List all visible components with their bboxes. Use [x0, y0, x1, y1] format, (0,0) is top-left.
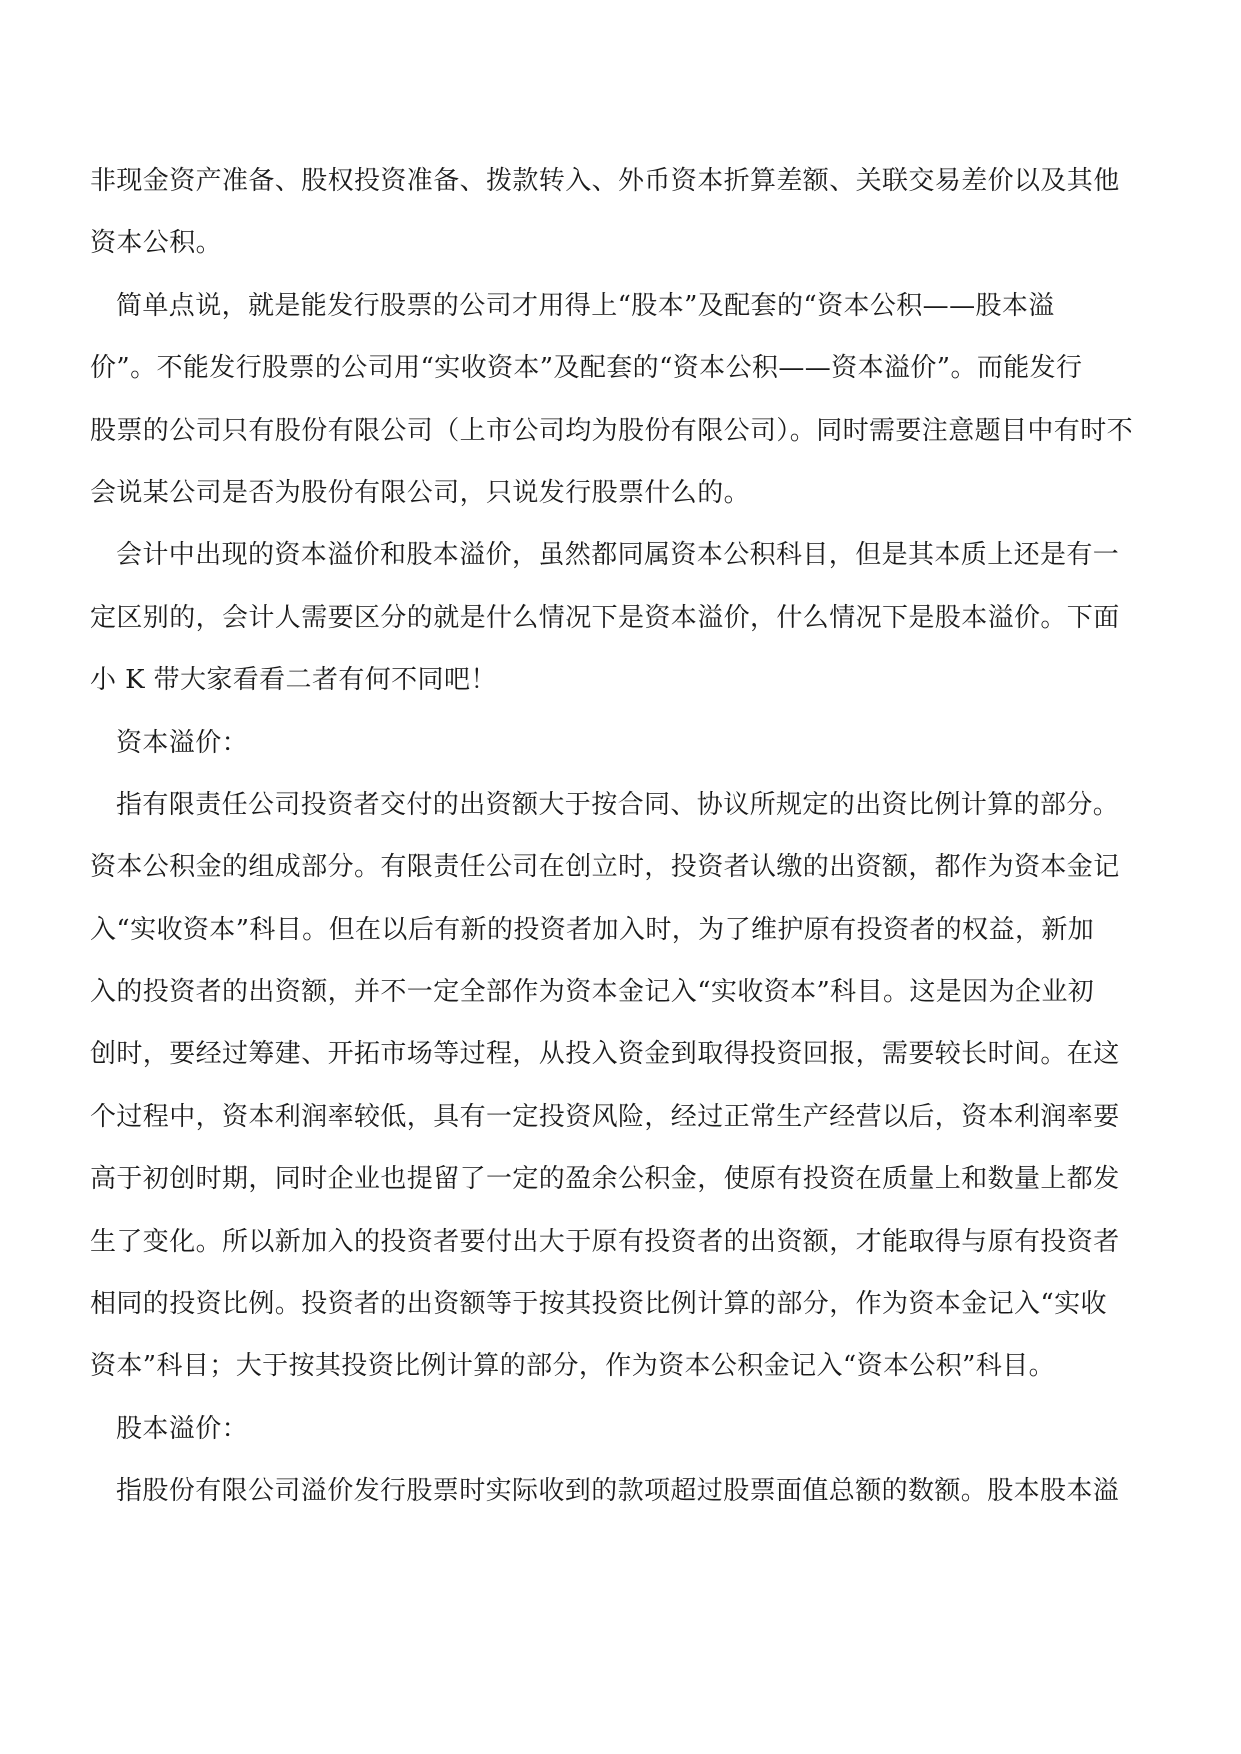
text-line: 小 K 带大家看看二者有何不同吧！ [90, 665, 497, 696]
paragraph-share-capital-summary [90, 275, 1152, 525]
text-line: 资本”科目；大于按其投资比例计算的部分，作为资本公积金记入“资本公积”科目。 [90, 1351, 1056, 1382]
text-line: 会计中出现的资本溢价和股本溢价，虽然都同属资本公积科目，但是其本质上还是有一 [116, 540, 1120, 571]
text-line: 定区别的，会计人需要区分的就是什么情况下是资本溢价，什么情况下是股本溢价。下面 [90, 602, 1120, 633]
text-line: 创时，要经过筹建、开拓市场等过程，从投入资金到取得投资回报，需要较长时间。在这 [90, 1039, 1120, 1070]
text-line: 高于初创时期，同时企业也提留了一定的盈余公积金，使原有投资在质量上和数量上都发 [90, 1164, 1120, 1195]
text-line: 入的投资者的出资额，并不一定全部作为资本金记入“实收资本”科目。这是因为企业初 [90, 977, 1095, 1008]
heading-text: 股本溢价： [116, 1413, 249, 1444]
text-line: 价”。不能发行股票的公司用“实收资本”及配套的“资本公积——资本溢价”。而能发行 [90, 353, 1083, 384]
text-line: 入“实收资本”科目。但在以后有新的投资者加入时，为了维护原有投资者的权益，新加 [90, 914, 1095, 945]
text-line: 生了变化。所以新加入的投资者要付出大于原有投资者的出资额，才能取得与原有投资者 [90, 1226, 1120, 1257]
section-heading-share-premium [90, 1398, 1152, 1460]
paragraph-continuation [90, 150, 1152, 275]
document-body [90, 150, 1152, 1523]
text-line: 相同的投资比例。投资者的出资额等于按其投资比例计算的部分，作为资本金记入“实收 [90, 1289, 1107, 1320]
text-line: 非现金资产准备、股权投资准备、拨款转入、外币资本折算差额、关联交易差价以及其他 [90, 166, 1120, 196]
heading-text: 资本溢价： [116, 727, 249, 758]
paragraph-premium-intro [90, 524, 1152, 711]
text-line: 简单点说，就是能发行股票的公司才用得上“股本”及配套的“资本公积——股本溢 [116, 290, 1055, 321]
paragraph-capital-premium-definition [90, 774, 1152, 1398]
text-line: 指有限责任公司投资者交付的出资额大于按合同、协议所规定的出资比例计算的部分。 [116, 789, 1120, 820]
text-line: 指股份有限公司溢价发行股票时实际收到的款项超过股票面值总额的数额。股本股本溢 [116, 1476, 1120, 1507]
text-line: 会说某公司是否为股份有限公司，只说发行股票什么的。 [90, 477, 751, 508]
text-line: 股票的公司只有股份有限公司（上市公司均为股份有限公司）。同时需要注意题目中有时不 [90, 415, 1134, 446]
text-line: 资本公积金的组成部分。有限责任公司在创立时，投资者认缴的出资额，都作为资本金记 [90, 852, 1120, 883]
text-line: 个过程中，资本利润率较低，具有一定投资风险，经过正常生产经营以后，资本利润率要 [90, 1101, 1120, 1132]
section-heading-capital-premium [90, 712, 1152, 774]
paragraph-share-premium-definition [90, 1460, 1152, 1522]
text-line: 资本公积。 [90, 228, 223, 259]
